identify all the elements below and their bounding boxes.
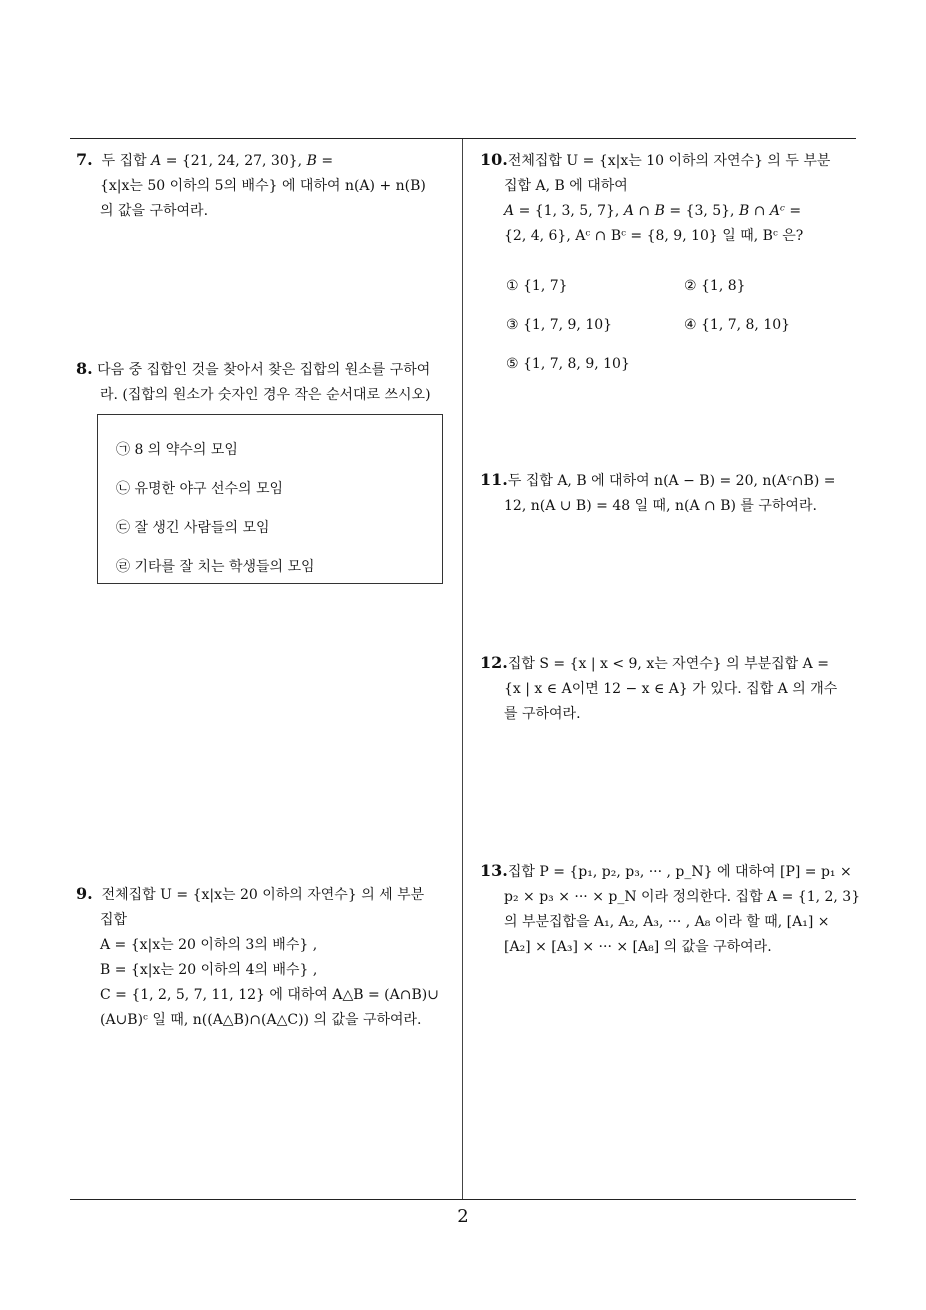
question-9-line-6: (A∪B)ᶜ 일 때, n((A△B)∩(A△C)) 의 값을 구하여라. bbox=[100, 1012, 422, 1028]
question-9-number: 9. bbox=[76, 884, 93, 903]
question-13-line-1: 13.집합 P = {p₁, p₂, p₃, ··· , p_N} 에 대하여 [P] = p₁ × bbox=[480, 861, 852, 880]
question-13-line-3: 의 부분집합을 A₁, A₂, A₃, ··· , A₈ 이라 할 때, [A₁] × bbox=[504, 914, 830, 930]
option-digeut: ㉢ 잘 생긴 사람들의 모임 bbox=[116, 520, 270, 536]
question-8-line-1: 8. 다음 중 집합인 것을 찾아서 찾은 집합의 원소를 구하여 bbox=[76, 359, 431, 378]
question-12-number: 12. bbox=[480, 653, 508, 672]
question-13-number: 13. bbox=[480, 861, 508, 880]
page-number: 2 bbox=[457, 1206, 469, 1227]
choice-2[interactable]: ② {1, 8} bbox=[684, 278, 746, 294]
question-9-line-4: B = {x|x는 20 이하의 4의 배수} , bbox=[100, 962, 318, 978]
question-8-options-box bbox=[97, 414, 443, 584]
question-7-line-2: {x|x는 50 이하의 5의 배수} 에 대하여 n(A) + n(B) bbox=[100, 178, 426, 194]
question-12-line-1: 12.집합 S = {x | x < 9, x는 자연수} 의 부분집합 A = bbox=[480, 653, 829, 672]
option-giyeok: ㉠ 8 의 약수의 모임 bbox=[116, 442, 238, 458]
question-10-line-3: A = {1, 3, 5, 7}, A ∩ B = {3, 5}, B ∩ Aᶜ = bbox=[504, 203, 802, 219]
question-13-line-4: [A₂] × [A₃] × ··· × [A₈] 의 값을 구하여라. bbox=[504, 939, 772, 955]
question-11-number: 11. bbox=[480, 470, 508, 489]
question-10-line-2: 집합 A, B 에 대하여 bbox=[504, 178, 628, 194]
question-9-line-5: C = {1, 2, 5, 7, 11, 12} 에 대하여 A△B = (A∩B)∪ bbox=[100, 987, 439, 1003]
question-12-line-3: 를 구하여라. bbox=[504, 706, 581, 722]
top-rule bbox=[70, 138, 856, 139]
question-11 bbox=[480, 467, 858, 519]
question-9-line-2: 집합 bbox=[100, 912, 128, 928]
choice-4[interactable]: ④ {1, 7, 8, 10} bbox=[684, 317, 791, 333]
question-7-line-1: 7. 두 집합 A = {21, 24, 27, 30}, B = bbox=[76, 150, 334, 169]
question-13-line-2: p₂ × p₃ × ··· × p_N 이라 정의한다. 집합 A = {1, 2, 3} bbox=[504, 889, 861, 905]
question-10-line-4: {2, 4, 6}, Aᶜ ∩ Bᶜ = {8, 9, 10} 일 때, Bᶜ 은? bbox=[504, 228, 804, 244]
question-12 bbox=[480, 650, 858, 727]
option-nieun: ㉡ 유명한 야구 선수의 모임 bbox=[116, 481, 284, 497]
question-9 bbox=[76, 881, 454, 1033]
question-11-line-2: 12, n(A ∪ B) = 48 일 때, n(A ∩ B) 를 구하여라. bbox=[504, 498, 817, 514]
question-7 bbox=[76, 147, 454, 224]
question-11-line-1: 11.두 집합 A, B 에 대하여 n(A − B) = 20, n(Aᶜ∩B) = bbox=[480, 470, 836, 489]
bottom-rule bbox=[70, 1199, 856, 1200]
question-10-line-1: 10.전체집합 U = {x|x는 10 이하의 자연수} 의 두 부분 bbox=[480, 150, 831, 169]
question-9-line-3: A = {x|x는 20 이하의 3의 배수} , bbox=[100, 937, 318, 953]
choice-3[interactable]: ③ {1, 7, 9, 10} bbox=[506, 317, 613, 333]
column-divider bbox=[462, 139, 463, 1199]
question-13 bbox=[480, 858, 861, 960]
choice-1[interactable]: ① {1, 7} bbox=[506, 278, 568, 294]
option-rieul: ㉣ 기타를 잘 치는 학생들의 모임 bbox=[116, 559, 315, 575]
question-7-line-3: 의 값을 구하여라. bbox=[100, 203, 209, 219]
question-12-line-2: {x | x ∈ A이면 12 − x ∈ A} 가 있다. 집합 A 의 개수 bbox=[504, 681, 838, 697]
question-8-line-2: 라. (집합의 원소가 숫자인 경우 작은 순서대로 쓰시오) bbox=[100, 387, 431, 403]
choice-5[interactable]: ⑤ {1, 7, 8, 9, 10} bbox=[506, 356, 630, 372]
question-8 bbox=[76, 356, 454, 408]
question-10-number: 10. bbox=[480, 150, 508, 169]
question-8-number: 8. bbox=[76, 359, 93, 378]
question-10 bbox=[480, 147, 858, 249]
question-9-line-1: 9. 전체집합 U = {x|x는 20 이하의 자연수} 의 세 부분 bbox=[76, 884, 425, 903]
question-7-number: 7. bbox=[76, 150, 93, 169]
